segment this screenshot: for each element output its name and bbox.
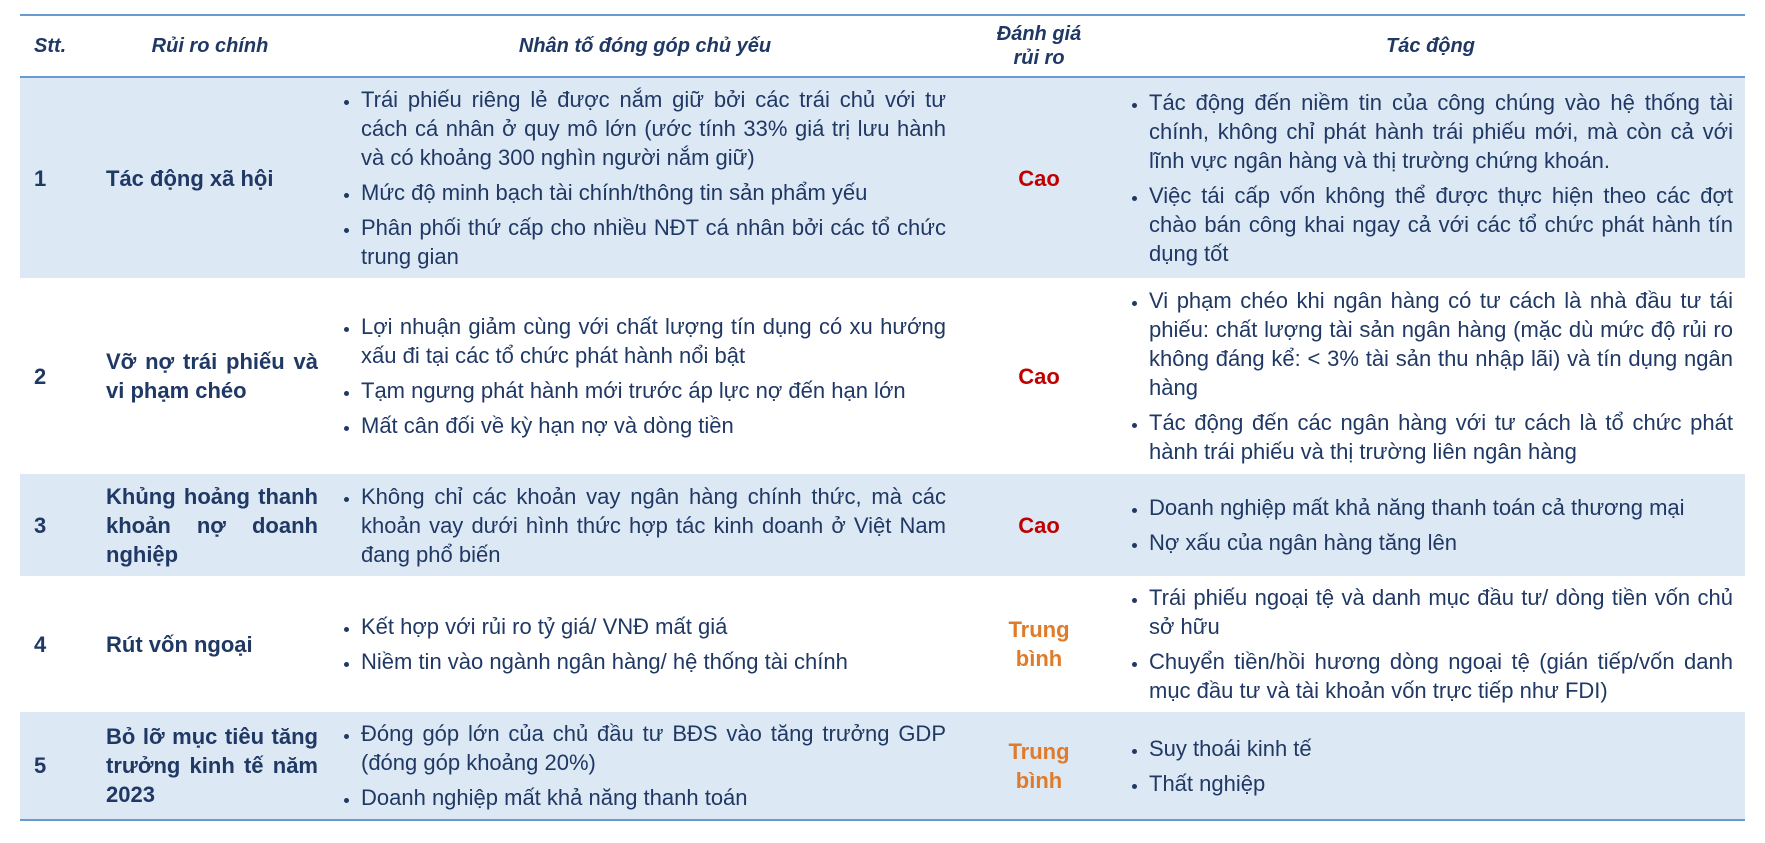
table-row [20, 712, 1745, 820]
rating-cell: Cao [1018, 363, 1060, 389]
impacts-list [1117, 88, 1733, 268]
factors-list [329, 312, 946, 440]
list-item: • Nợ xấu của ngân hàng tăng lên [1149, 528, 1733, 557]
list-item: • Mất cân đối về kỳ hạn nợ và dòng tiền [361, 411, 946, 440]
factors-cell [328, 576, 962, 712]
header-row [20, 15, 1745, 77]
list-item: • Tạm ngưng phát hành mới trước áp lực nợ đến hạn lớn [361, 376, 946, 405]
factors-list [329, 85, 946, 271]
list-item: • Tác động đến niềm tin của công chúng vào hệ thống tài chính, không chỉ phát hành trái phiếu mới, mà còn cả với lĩnh vực ngân hàng và thị trường chứng khoán. [1149, 88, 1733, 175]
list-item: • Niềm tin vào ngành ngân hàng/ hệ thống tài chính [361, 647, 946, 676]
impacts-cell [1116, 712, 1745, 820]
impacts-list [1117, 286, 1733, 466]
impacts-list [1117, 583, 1733, 705]
list-item: • Việc tái cấp vốn không thể được thực hiện theo các đợt chào bán công khai ngay cả với các tổ chức phát hành tín dụng tốt [1149, 181, 1733, 268]
list-item: • Đóng góp lớn của chủ đầu tư BĐS vào tăng trưởng GDP (đóng góp khoảng 20%) [361, 719, 946, 777]
list-item: • Vi phạm chéo khi ngân hàng có tư cách là nhà đầu tư tái phiếu: chất lượng tài sản ngân hàng (mặc dù mức độ rủi ro không đáng kể: < 3% tài sản thu nhập lãi) và tín dụng ngân hàng [1149, 286, 1733, 402]
risk-name: Khủng hoảng thanh khoản nợ doanh nghiệp [106, 483, 318, 567]
risk-table [20, 14, 1745, 821]
factors-cell [328, 474, 962, 576]
table-row [20, 576, 1745, 712]
header-stt: Stt. [34, 35, 67, 57]
rating-cell: Trung bình [1008, 617, 1070, 671]
list-item: • Trái phiếu ngoại tệ và danh mục đầu tư/ dòng tiền vốn chủ sở hữu [1149, 583, 1733, 641]
impacts-cell [1116, 474, 1745, 576]
impacts-cell [1116, 576, 1745, 712]
list-item: • Không chỉ các khoản vay ngân hàng chính thức, mà các khoản vay dưới hình thức hợp tác kinh doanh ở Việt Nam đang phổ biến [361, 482, 946, 569]
list-item: • Doanh nghiệp mất khả năng thanh toán cả thương mại [1149, 493, 1733, 522]
list-item: • Mức độ minh bạch tài chính/thông tin sản phẩm yếu [361, 178, 946, 207]
risk-name: Tác động xã hội [106, 165, 274, 191]
header-risk: Rủi ro chính [151, 35, 269, 57]
factors-list [329, 612, 946, 676]
list-item: • Kết hợp với rủi ro tỷ giá/ VNĐ mất giá [361, 612, 946, 641]
rating-cell: Trung bình [1008, 738, 1070, 793]
risk-name: Vỡ nợ trái phiếu và vi phạm chéo [106, 349, 318, 403]
impacts-cell [1116, 278, 1745, 474]
list-item: • Chuyển tiền/hồi hương dòng ngoại tệ (gián tiếp/vốn danh mục đầu tư và tài khoản vốn trực tiếp như FDI) [1149, 647, 1733, 705]
list-item: • Suy thoái kinh tế [1149, 734, 1733, 763]
row-number: 2 [34, 363, 47, 389]
header-rating: Đánh giá rủi ro [996, 23, 1082, 69]
list-item: • Thất nghiệp [1149, 769, 1733, 798]
factors-cell [328, 712, 962, 820]
table-row [20, 474, 1745, 576]
impacts-list [1117, 734, 1733, 798]
factors-list [329, 719, 946, 812]
list-item: • Lợi nhuận giảm cùng với chất lượng tín dụng có xu hướng xấu đi tại các tổ chức phát hành nổi bật [361, 312, 946, 370]
impacts-list [1117, 493, 1733, 557]
header-impact: Tác động [1386, 35, 1475, 57]
risk-name: Rút vốn ngoại [106, 631, 253, 657]
table-header [20, 15, 1745, 77]
row-number: 5 [34, 753, 47, 778]
table-body [20, 77, 1745, 820]
list-item: • Phân phối thứ cấp cho nhiều NĐT cá nhân bởi các tổ chức trung gian [361, 213, 946, 271]
impacts-cell [1116, 77, 1745, 278]
row-number: 3 [34, 512, 47, 538]
list-item: • Tác động đến các ngân hàng với tư cách là tổ chức phát hành trái phiếu và thị trường liên ngân hàng [1149, 408, 1733, 466]
table-row [20, 77, 1745, 278]
row-number: 1 [34, 165, 47, 191]
risk-name: Bỏ lỡ mục tiêu tăng trưởng kinh tế năm 2023 [106, 724, 318, 807]
factors-cell [328, 77, 962, 278]
rating-cell: Cao [1018, 165, 1060, 191]
list-item: • Trái phiếu riêng lẻ được nắm giữ bởi các trái chủ với tư cách cá nhân ở quy mô lớn (ước tính 33% giá trị lưu hành và có khoảng 300 nghìn người nắm giữ) [361, 85, 946, 172]
factors-list [329, 482, 946, 569]
factors-cell [328, 278, 962, 474]
table-row [20, 278, 1745, 474]
header-factors: Nhân tố đóng góp chủ yếu [518, 35, 772, 57]
list-item: • Doanh nghiệp mất khả năng thanh toán [361, 783, 946, 812]
rating-cell: Cao [1018, 512, 1060, 538]
row-number: 4 [34, 631, 47, 657]
